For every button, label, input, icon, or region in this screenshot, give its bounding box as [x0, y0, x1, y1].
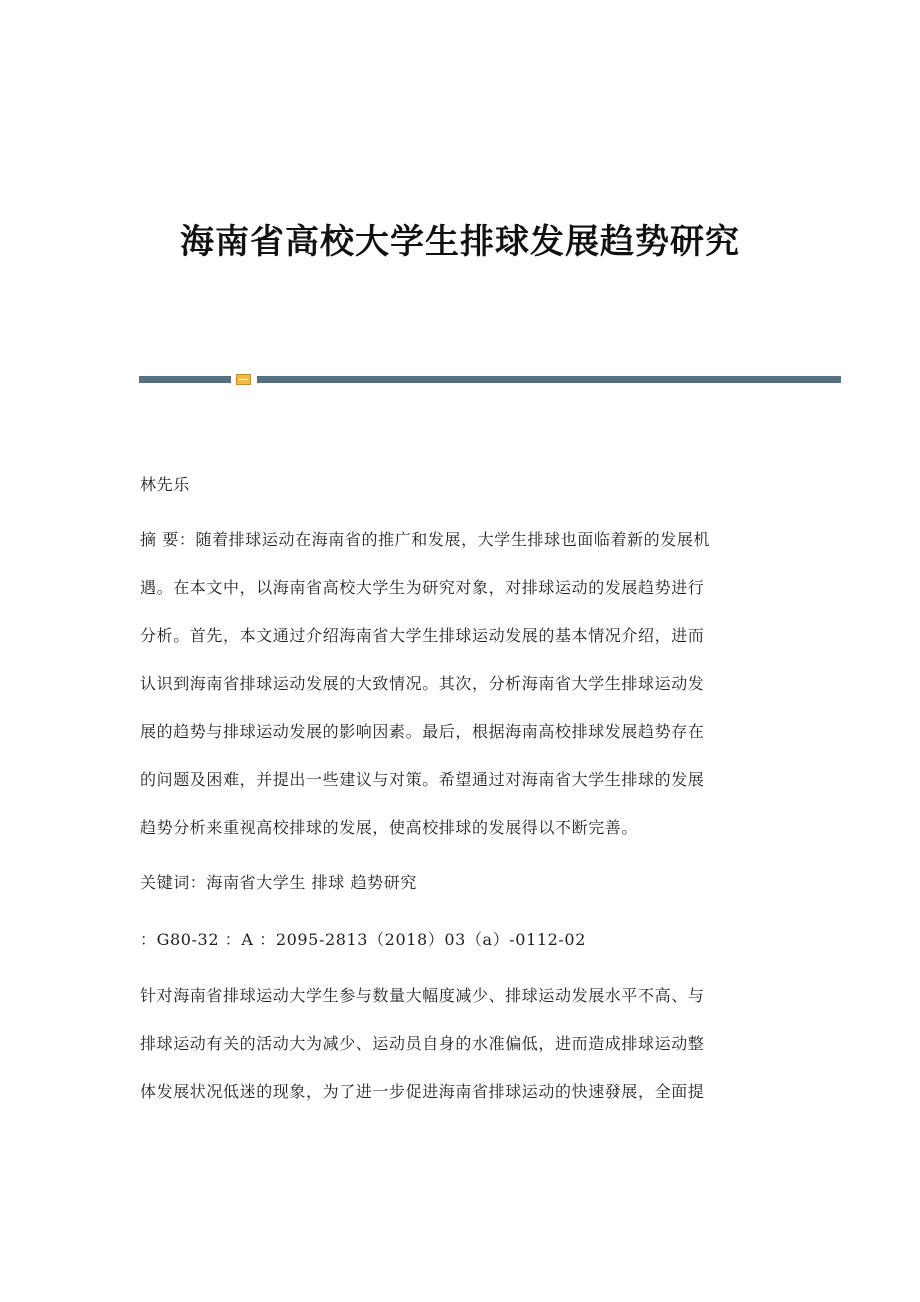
abstract-line: 分析。首先，本文通过介绍海南省大学生排球运动发展的基本情况介绍，进而: [140, 626, 705, 645]
classification-info: ：G80-32 ：A ：2095-2813（2018）03（a）-0112-02: [140, 930, 586, 949]
body-line: 针对海南省排球运动大学生参与数量大幅度减少、排球运动发展水平不高、与: [140, 986, 705, 1005]
abstract-line: 摘 要：随着排球运动在海南省的推广和发展，大学生排球也面临着新的发展机: [140, 530, 711, 549]
divider-bar-right: [257, 376, 841, 383]
abstract: [140, 530, 780, 838]
abstract-line: 展的趋势与排球运动发展的影响因素。最后，根据海南高校排球发展趋势存在: [140, 722, 705, 741]
document-title: 海南省高校大学生排球发展趋势研究: [180, 222, 740, 262]
abstract-line: 遇。在本文中，以海南省高校大学生为研究对象，对排球运动的发展趋势进行: [140, 578, 705, 597]
divider-bar-left: [139, 376, 231, 383]
keywords: 关键词：海南省大学生 排球 趋势研究: [140, 873, 417, 892]
divider-ornament-icon: [236, 374, 251, 385]
abstract-line: 的问题及困难，并提出一些建议与对策。希望通过对海南省大学生排球的发展: [140, 770, 705, 789]
body-paragraph: [140, 986, 780, 1102]
body-line: 体发展状况低迷的现象，为了进一步促进海南省排球运动的快速發展，全面提: [140, 1082, 705, 1101]
body-line: 排球运动有关的活动大为减少、运动员自身的水准偏低，进而造成排球运动整: [140, 1034, 705, 1053]
author-name: 林先乐: [140, 475, 190, 494]
abstract-line: 认识到海南省排球运动发展的大致情况。其次，分析海南省大学生排球运动发: [140, 674, 705, 693]
abstract-line: 趋势分析来重视高校排球的发展，使高校排球的发展得以不断完善。: [140, 818, 639, 837]
title-divider: [139, 374, 841, 384]
